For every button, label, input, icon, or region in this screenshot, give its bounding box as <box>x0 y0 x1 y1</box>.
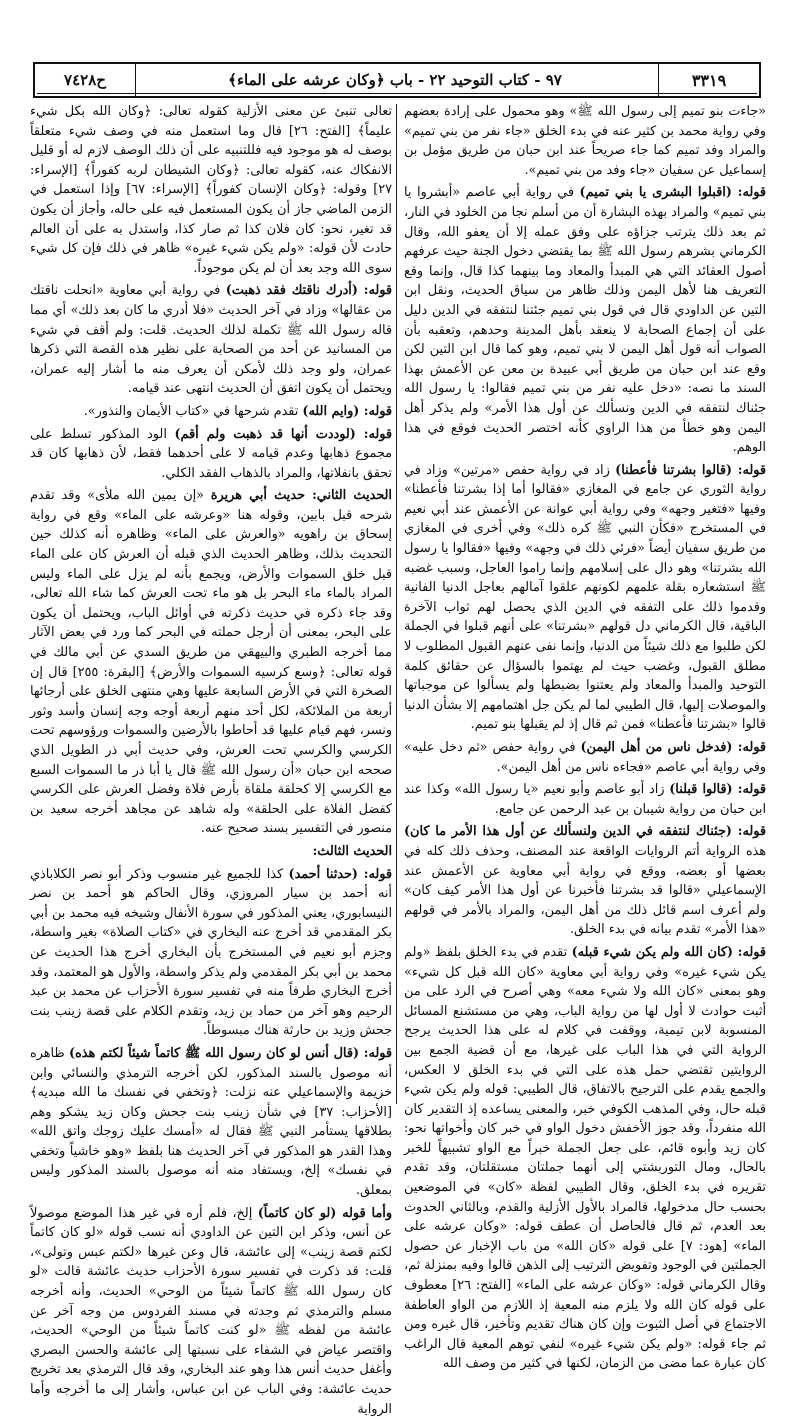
paragraph <box>30 102 392 278</box>
paragraph-text: تقدم في بدء الخلق بلفظ «ولم يكن شيء غيره» وفي رواية أبي معاوية «كان الله قبل كل شيء» وهو بمعنى «كان الله ولا شيء معه» وهي أصرح في الرد على من أثبت حوادث لا أول لها من رواية الباب، وهي من مستشنع المسائل المنسوبة لابن تيمية، ووقفت في كلام له على هذا الحديث يرجح الرواية التي في هذا الباب على غيرها، مع أن قضية الجمع بين الروايتين تقتضي حمل هذه على التي في بدء الخلق لا العكس، والجمع يقدم على الترجيح بالاتفاق، قال الطيبي: قوله ولم يكن شيء قبله حال، وفي المذهب الكوفي خبر، والمعنى يساعده إذ التقدير كان الله منفرداً، وقد جوز الأخفش دخول الواو في خبر كان وأخواتها نحو: كان زيد وأبوه قائم، على جعل الجملة خبراً مع الواو تشبيهاً للخبر بالحال، ومال التوربشتي إلى أنهما جملتان مستقلتان، وقد تقدم تقريره في بدء الخلق، وقال الطيبي لفظة «كان» في الموضعين بحسب حال مدخولها، فالمراد بالأول الأزلية والقدم، وبالثاني الحدوث بعد العدم، ثم قال فالحاصل أن عطف قوله: «وكان عرشه على الماء» [هود: ٧] على قوله «كان الله» من باب الإخبار عن حصول الجملتين في الوجود وتفويض الترتيب إلى الذهن قالوا وفيه بمنزلة ثم، وقال الكرماني قوله: «وكان عرشه على الماء» [الفتح: ٢٦] معطوف على قوله كان الله ولا يلزم منه المعية إذ اللازم من الواو العاطفة الاجتماع في أصل الثبوت وإن كان هناك تقديم وتأخير، قال غيره ومن ثم جاء قوله: «ولم يكن شيء غيره» لنفي توهم المعية قال الراغب كان عبارة عما مضى من الزمان، لكنها في كثير من وصف الله <box>404 944 766 1372</box>
paragraph-lead: قوله: (وايم الله) <box>302 403 392 419</box>
paragraph-lead: قوله: (أدرك ناقتك فقد ذهبت) <box>225 283 393 299</box>
paragraph <box>404 822 766 940</box>
right-column <box>404 102 766 1372</box>
paragraph-text: زاد في رواية حفص «مرتين» وزاد في رواية الثوري عن جامع في المغازي «فقالوا أما إذا بشرتنا فأعطنا» وفيها «فتغير وجهه» وفي رواية أبي عوانة عن الأعمش عند أبي نعيم في المستخرج «فكأن النبي ﷺ كره ذلك» وفي أخرى في المغازي من طريق سفيان أيضاً «فرئي ذلك في وجهه» وفيها «فقالوا يا رسول الله بشرتنا» وهو دال على إسلامهم وإنما راموا العاجل، وسبب غضبه ﷺ استشعاره بقلة علمهم لكونهم علقوا آمالهم بعاجل الدنيا الفانية وقدموا ذلك على التفقه في الدين الذي يحصل لهم ثواب الآخرة الباقية، قال الكرماني دل قولهم «بشرتنا» على أنهم قبلوا في الجملة لكن طلبوا مع ذلك شيئاً من الدنيا، وإنما نفى عنهم القبول المطلوب لا مطلق القبول، وغضب حيث لم يهتموا بالسؤال عن حقائق كلمة التوحيد والمبدأ والمعاد ولم يعتنوا بضبطها ولم يسألوا عن موجباتها والموصلات إليها، قال الطيبي لما لم يكن جل اهتمامهم إلا بشأن الدنيا قالوا «بشرتنا فأعطنا» فمن ثم قال إذ لم يقبلها بنو تميم. <box>404 462 766 733</box>
paragraph <box>30 1204 392 1419</box>
paragraph <box>30 281 392 399</box>
running-title: ٩٧ - كتاب التوحيد ٢٢ - باب ﴿وكان عرشه على الماء﴾ <box>228 71 562 89</box>
paragraph-text: الود المذكور تسلط على مجموع ذهابها وعدم قيامه لا على أحدهما فقط، لأن ذهابها كان قد تحقق بانفلاتها، والمراد بالذهاب الفقد الكلي. <box>30 426 392 481</box>
paragraph-text: تعالى تنبئ عن معنى الأزلية كقوله تعالى: ﴿وكان الله بكل شيء عليماً﴾ [الفتح: ٢٦] قال وما استعمل منه في وصف شيء متعلقاً بوصف له هو موجود فيه فللتنبيه على أن ذلك الوصف لازم له أو قليل الانفكاك عنه، كقوله تعالى: ﴿وكان الشيطان لربه كفوراً﴾ [الإسراء: ٢٧] وقوله: ﴿وكان الإنسان كفوراً﴾ [الإسراء: ٦٧] وإذا استعمل في الزمن الماضي جاز أن يكون المستعمل فيه على حاله، وأجاز أن يكون قد تغير، نحو: كان فلان كذا ثم صار كذا، واستدل به على أن العالم حادث لأن قوله: «ولم يكن شيء غيره» ظاهر في ذلك فإن كل شيء سوى الله وجد بعد أن لم يكن موجوداً. <box>30 104 392 276</box>
page-number: ٣٣١٩ <box>658 64 759 96</box>
paragraph-text: في رواية أبي معاوية «انحلت ناقتك من عقالها» وزاد في آخر الحديث «فلا أدري ما كان بعد ذلك» أي مما قاله رسول الله ﷺ تكملة لذلك الحديث. قلت: ولم أقف في شيء من المسانيد عن أحد من الصحابة على نظير هذه القصة التي ذكرها عمران، ولو وجد ذلك لأمكن أن يعرف منه ما أشار إليه عمران، ويحتمل أن يكون اتفق أن الحديث انتهى عند قيامه. <box>30 283 392 397</box>
paragraph-text: زاد أبو عاصم وأبو نعيم «يا رسول الله» وكذا عند ابن حبان من رواية شيبان بن عبد الرحمن عن جامع. <box>404 782 766 817</box>
paragraph <box>30 842 392 862</box>
paragraph-lead: الحديث الثالث: <box>312 843 392 859</box>
paragraph-lead: قوله: (حدثنا أحمد) <box>288 866 393 882</box>
paragraph <box>404 102 766 180</box>
paragraph-lead: وأما قوله (لو كان كاتماً) <box>257 1205 393 1221</box>
paragraph-text: ظاهره أنه موصول بالسند المذكور، لكن أخرجه الترمذي والنسائي وابن خزيمة والإسماعيلي عنه نزلت: ﴿وتخفي في نفسك ما الله مبديه﴾ [الأحزاب: ٣٧] في شأن زينب بنت جحش وكان زيد يشكو وهم بطلاقها يستأمر النبي ﷺ فقال له «أمسك عليك زوجك واتق الله» وهذا القدر هو المذكور في آخر الحديث هنا بلفظ «وهو خاشياً وتخفي في نفسك» إلخ، ويستفاد منه أنه موصول بالسند المذكور وليس بمعلق. <box>30 1045 392 1199</box>
paragraph-text: في رواية أبي عاصم «أبشروا يا بني تميم» والمراد بهذه البشارة أن من أسلم نجا من الخلود في النار، ثم بعد ذلك يترتب جزاؤه على وفق عمله إلا أن يعفو الله، وقال الكرماني بشرهم رسول الله ﷺ بما يقتضي دخول الجنة حيث عرفهم أصول العقائد التي هي المبدأ والمعاد وما بينهما كذا قال، وإنما وقع التعريف هنا لأهل اليمن وذلك ظاهر من سياق الحديث، ونقل ابن التين عن الداودي قال في قول بني تميم جئتنا لنتفقه في الدين دليل على أن إجماع الصحابة لا ينعقد بأهل المدينة وحدهم، وتعقبه بأن الصواب أنه قول أهل اليمن لا بني تميم، وهو كما قال ابن التين لكن وقع عند ابن حبان من طريق أبي عبيدة بن معن عن الأعمش بهذا السند ما نصه: «دخل عليه نفر من بني تميم فقالوا: يا رسول الله جئناك لنتفقه في الدين ونسألك عن أول هذا الأمر» ولم يذكر أهل اليمن وهو خطأ من هذا الراوي كأنه اختصر الحديث فوقع في هذا الوهم. <box>404 185 766 456</box>
paragraph <box>404 738 766 777</box>
paragraph-lead: قوله: (جئناك لنتفقه في الدين ولنسألك عن أول هذا الأمر ما كان) <box>404 824 766 840</box>
paragraph-lead: قوله: (فدخل ناس من أهل اليمن) <box>580 740 766 755</box>
paragraph-text: تقدم شرحها في «كتاب الأيمان والنذور». <box>83 403 303 419</box>
paragraph <box>30 1044 392 1201</box>
paragraph-text: «إن يمين الله ملأى» وقد تقدم شرحه قبل بابين، وقوله هنا «وعرشه على الماء» وقع في رواية إسحاق بن راهويه «والعرش على الماء» وظاهره أنه كذلك حين التحديث بذلك، وظاهر الحديث الذي قبله أن العرش كان على الماء قبل خلق السموات والأرض، ويجمع بأنه لم يزل على الماء وليس المراد بالماء ماء البحر بل هو ماء تحت العرش كما شاء الله تعالى، وقد جاء ذكره في حديث ذكرته في أوائل الباب، ويحتمل أن يكون على البحر، بمعنى أن أرجل حملته في البحر كما ورد في بعض الآثار مما أخرجه الطبري والبيهقي من طريق السدي عن أبي مالك في قوله تعالى: ﴿وسع كرسيه السموات والأرض﴾ [البقرة: ٢٥٥] قال إن الصخرة التي في الأرض السابعة عليها وهي منتهى الخلق على أرجائها أربعة من الملائكة، لكل أحد منهم أربعة أوجه وجه إنسان وأسد وثور ونسر، فهم قيام عليها قد أحاطوا بالأرضين والسموات ورؤوسهم تحت الكرسي والكرسي تحت العرش، وفي حديث أبي ذر الطويل الذي صححه ابن حبان «أن رسول الله ﷺ قال يا أبا ذر ما السموات السبع مع الكرسي إلا كحلقة ملقاة بأرض فلاة وفضل العرش على الكرسي كفضل الفلاة على الحلقة» وله شاهد عن مجاهد أخرجه سعيد بن منصور في التفسير بسند صحيح عنه. <box>30 488 392 837</box>
column-divider <box>396 104 397 1104</box>
paragraph-lead: قوله: (كان الله ولم يكن شيء قبله) <box>571 944 766 960</box>
paragraph <box>404 183 766 457</box>
paragraph <box>404 943 766 1374</box>
hadith-reference: ح٧٤٢٨ <box>35 64 136 96</box>
paragraph-lead: قوله: (قالوا قبلنا) <box>669 782 766 798</box>
paragraph <box>30 865 392 1041</box>
paragraph-lead: قوله: (قالوا بشرتنا فأعطنا) <box>615 462 766 478</box>
paragraph <box>404 461 766 735</box>
paragraph-lead: قوله: (اقبلوا البشرى يا بني تميم) <box>579 185 766 201</box>
paragraph <box>30 486 392 839</box>
paragraph-lead: الحديث الثاني: حديث أبي هريرة <box>210 488 392 504</box>
paragraph-lead: قوله: (قال أنس لو كان رسول الله ﷺ كاتماً شيئاً لكتم هذه) <box>68 1045 392 1061</box>
left-column <box>30 102 393 1417</box>
paragraph-text: هذه الرواية أتم الروايات الواقعة عند المصنف، وحذف ذلك كله في بعضها أو بعضه، ووقع في رواية أبي معاوية عن الأعمش عند الإسماعيلي «قالوا قد بشرتنا فأخبرنا عن أول هذا الأمر كيف كان» ولم أعرف اسم قائل ذلك من أهل اليمن، والمراد بالأمر في قولهم «هذا الأمر» تقدم بيانه في بدء الخلق. <box>404 843 766 938</box>
paragraph-text: إلخ، فلم أره في غير هذا الموضع موصولاً عن أنس، وذكر ابن التين عن الداودي أنه نسب قوله «لو كان كاتماً لكتم قصة زينب» إلى عائشة، قال وعن غيرها «لكتم عبس وتولى»، قلت: قد ذكرت في تفسير سورة الأحزاب حديث عائشة قالت «لو كان رسول الله ﷺ كاتماً شيئاً من الوحي» الحديث، وأنه أخرجه مسلم والترمذي ثم وجدته في مسند الفردوس من وجه آخر عن عائشة من لفظه ﷺ «لو كنت كاتماً شيئاً من الوحي» الحديث، واقتصر عياض في الشفاء على نسبتها إلى عائشة والحسن البصري وأغفل حديث أنس هذا وهو عند البخاري، وقد قال الترمذي بعد تخريج حديث عائشة: وفي الباب عن ابن عباس، وأشار إلى ما أخرجه وأما الرواية <box>30 1205 392 1417</box>
paragraph-text: كذا للجميع غير منسوب وذكر أبو نصر الكلاباذي أنه أحمد بن سيار المروزي، وقال الحاكم هو أحمد بن نصر النيسابوري، يعني المذكور في سورة الأنفال وشيخه فيه محمد بن أبي بكر المقدمي قد أخرج عنه البخاري في «كتاب الصلاة» بغير واسطة، وجزم أبو نعيم في المستخرج بأن البخاري أخرج هذا الحديث عن محمد بن أبي بكر المقدمي ولم يذكر واسطة، والأول هو المعتمد، وقد أخرج البخاري طرفاً منه في تفسير سورة الأحزاب عن محمد بن عبد الرحيم وهو آخر من حماد بن زيد، وتقدم الكلام على قصة زينب بنت جحش وزيد بن حارثة هناك مبسوطاً. <box>30 866 392 1039</box>
paragraph <box>30 402 392 422</box>
paragraph-text: في رواية حفص «ثم دخل عليه» وفي رواية أبي عاصم «فجاءه ناس من أهل اليمن». <box>404 740 766 775</box>
paragraph-lead: قوله: (لوددت أنها قد ذهبت ولم أقم) <box>174 426 392 442</box>
paragraph <box>30 425 392 484</box>
page-header <box>33 62 761 98</box>
paragraph-text: «جاءت بنو تميم إلى رسول الله ﷺ» وهو محمول على إرادة بعضهم وفي رواية محمد بن كثير عنه في بدء الخلق «جاء نفر من بني تميم» والمراد وفد تميم كما جاء صريحاً عند ابن حبان من طريق مؤمل بن إسماعيل عن سفيان «جاء وفد من بني تميم». <box>404 104 766 178</box>
paragraph <box>404 780 766 819</box>
